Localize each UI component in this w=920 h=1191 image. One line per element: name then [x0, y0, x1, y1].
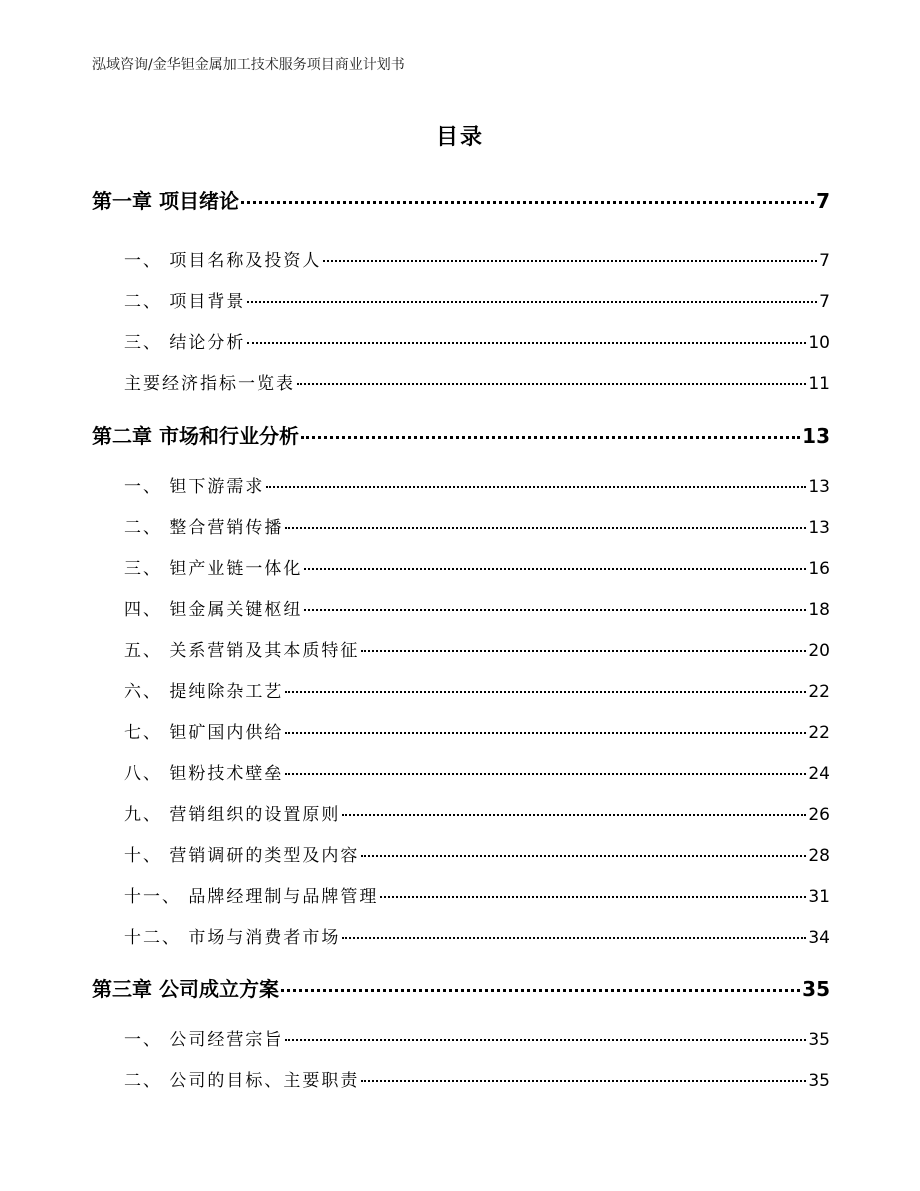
- toc-section[interactable]: [124, 882, 830, 907]
- toc-entry-label: 一、 公司经营宗旨: [124, 1030, 284, 1050]
- toc-section[interactable]: [124, 246, 830, 271]
- toc-entry-page: 24: [808, 764, 830, 784]
- dot-leader: [361, 650, 806, 652]
- toc-entry-label: 八、 钽粉技术壁垒: [124, 764, 284, 784]
- toc-section[interactable]: [124, 595, 830, 620]
- toc-entry-label: 主要经济指标一览表: [124, 374, 295, 394]
- toc-entry-page: 35: [802, 977, 830, 1001]
- toc-entry-label: 第一章 项目绪论: [92, 189, 239, 213]
- dot-leader: [342, 814, 806, 816]
- toc-entry-label: 五、 关系营销及其本质特征: [124, 641, 360, 661]
- dot-leader: [285, 732, 806, 734]
- toc-section[interactable]: [124, 1066, 830, 1091]
- dot-leader: [285, 773, 806, 775]
- dot-leader: [304, 609, 806, 611]
- dot-leader: [304, 568, 806, 570]
- toc-section[interactable]: [124, 513, 830, 538]
- toc-entry-page: 35: [808, 1030, 830, 1050]
- dot-leader: [281, 989, 800, 992]
- dot-leader: [285, 691, 806, 693]
- toc-section[interactable]: [124, 923, 830, 948]
- toc-chapter-2[interactable]: [92, 420, 830, 449]
- toc-entry-page: 35: [808, 1071, 830, 1091]
- toc-section[interactable]: [124, 1025, 830, 1050]
- toc-entry-page: 18: [808, 600, 830, 620]
- toc-section[interactable]: [124, 718, 830, 743]
- running-header: 泓域咨询/金华钽金属加工技术服务项目商业计划书: [92, 57, 405, 73]
- toc-entry-label: 第三章 公司成立方案: [92, 977, 279, 1001]
- dot-leader: [247, 342, 806, 344]
- toc-entry-label: 二、 公司的目标、主要职责: [124, 1071, 360, 1091]
- toc-entry-page: 28: [808, 846, 830, 866]
- toc-entry-label: 第二章 市场和行业分析: [92, 424, 299, 448]
- dot-leader: [241, 201, 814, 204]
- toc-entry-label: 二、 项目背景: [124, 292, 246, 312]
- toc-section[interactable]: [124, 287, 830, 312]
- toc-entry-page: 34: [808, 928, 830, 948]
- toc-entry-label: 六、 提纯除杂工艺: [124, 682, 284, 702]
- toc-entry-page: 22: [808, 682, 830, 702]
- toc-entry-label: 三、 结论分析: [124, 333, 246, 353]
- toc-entry-page: 13: [808, 518, 830, 538]
- toc-entry-page: 7: [819, 292, 830, 312]
- toc-entry-label: 十一、 品牌经理制与品牌管理: [124, 887, 379, 907]
- toc-entry-page: 20: [808, 641, 830, 661]
- toc-entry-label: 九、 营销组织的设置原则: [124, 805, 341, 825]
- dot-leader: [285, 527, 806, 529]
- toc-chapter-1[interactable]: [92, 185, 830, 214]
- toc-entry-page: 13: [802, 424, 830, 448]
- toc-entry-label: 一、 钽下游需求: [124, 477, 265, 497]
- toc-section[interactable]: [124, 759, 830, 784]
- toc-section[interactable]: [124, 472, 830, 497]
- toc-entry-page: 7: [819, 251, 830, 271]
- dot-leader: [361, 855, 806, 857]
- toc-section[interactable]: [124, 841, 830, 866]
- toc-entry-page: 7: [816, 189, 830, 213]
- dot-leader: [247, 301, 817, 303]
- toc-entry-label: 三、 钽产业链一体化: [124, 559, 303, 579]
- toc-entry-label: 十、 营销调研的类型及内容: [124, 846, 360, 866]
- toc-section[interactable]: [124, 328, 830, 353]
- toc-entry-label: 四、 钽金属关键枢纽: [124, 600, 303, 620]
- toc-entry-page: 11: [808, 374, 830, 394]
- toc-entry-page: 16: [808, 559, 830, 579]
- toc-entry-label: 十二、 市场与消费者市场: [124, 928, 341, 948]
- toc-section[interactable]: [124, 800, 830, 825]
- dot-leader: [266, 486, 806, 488]
- toc-entry-label: 一、 项目名称及投资人: [124, 251, 322, 271]
- dot-leader: [342, 937, 806, 939]
- toc-chapter-3[interactable]: [92, 973, 830, 1002]
- toc-entry-page: 10: [808, 333, 830, 353]
- dot-leader: [380, 896, 806, 898]
- toc-entry-page: 31: [808, 887, 830, 907]
- toc-section[interactable]: [124, 369, 830, 394]
- toc-section[interactable]: [124, 636, 830, 661]
- toc-title: 目录: [435, 125, 484, 150]
- dot-leader: [323, 260, 817, 262]
- toc-entry-page: 13: [808, 477, 830, 497]
- toc-section[interactable]: [124, 554, 830, 579]
- dot-leader: [285, 1039, 806, 1041]
- toc-entry-page: 22: [808, 723, 830, 743]
- dot-leader: [301, 436, 800, 439]
- toc-section[interactable]: [124, 677, 830, 702]
- toc-entry-label: 七、 钽矿国内供给: [124, 723, 284, 743]
- toc-entry-label: 二、 整合营销传播: [124, 518, 284, 538]
- toc-entry-page: 26: [808, 805, 830, 825]
- dot-leader: [361, 1080, 806, 1082]
- dot-leader: [297, 383, 806, 385]
